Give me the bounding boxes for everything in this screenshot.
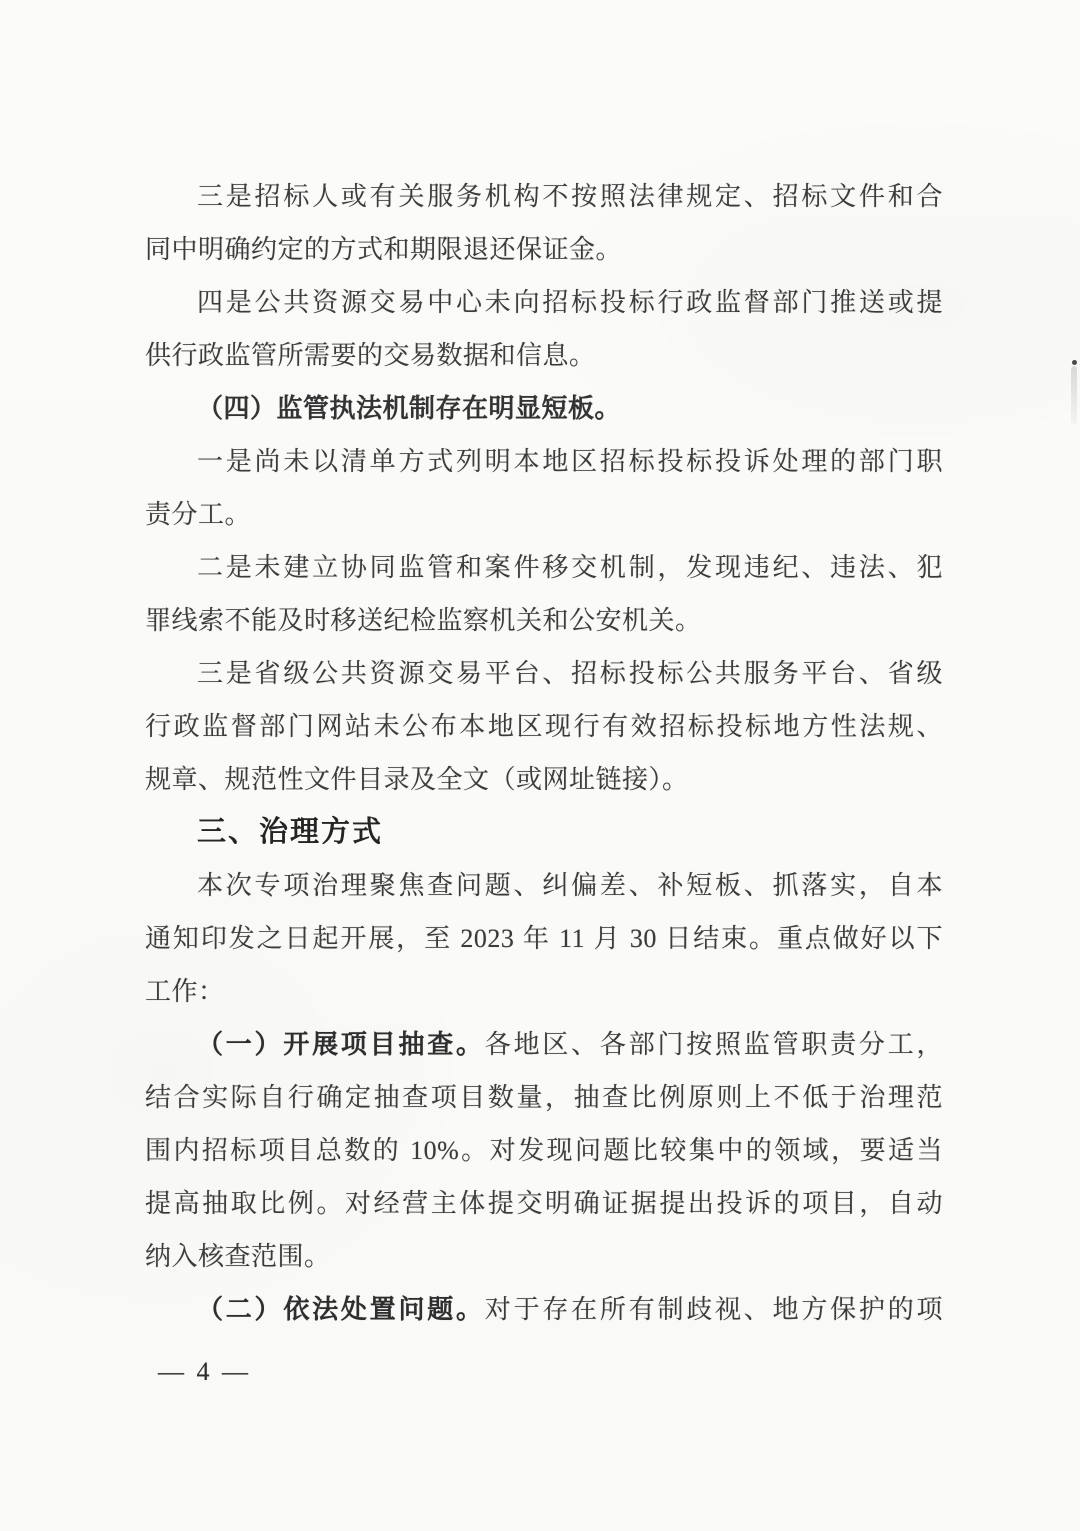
- text-line: 同中明确约定的方式和期限退还保证金。: [145, 235, 623, 264]
- text-line: 规章、规范性文件目录及全文（或网址链接）。: [145, 765, 689, 794]
- text-line: 供行政监管所需要的交易数据和信息。: [145, 341, 596, 370]
- text-line: 三是省级公共资源交易平台、招标投标公共服务平台、省级: [197, 659, 943, 688]
- paragraph-lead: （二）依法处置问题。: [197, 1295, 485, 1324]
- document-body: [145, 170, 943, 1336]
- text-line: 四是公共资源交易中心未向招标投标行政监督部门推送或提: [197, 288, 943, 317]
- text-line: 责分工。: [145, 500, 252, 529]
- text-line: 提高抽取比例。对经营主体提交明确证据提出投诉的项目，自动: [145, 1189, 943, 1218]
- paragraph-lead: （一）开展项目抽查。: [197, 1030, 485, 1059]
- text-line: 本次专项治理聚焦查问题、纠偏差、补短板、抓落实，自本: [197, 871, 943, 900]
- text-line: 工作：: [145, 977, 225, 1006]
- text-line: （二）依法处置问题。对于存在所有制歧视、地方保护的项: [197, 1295, 943, 1324]
- text-line: 罪线索不能及时移送纪检监察机关和公安机关。: [145, 606, 702, 635]
- text-line: 结合实际自行确定抽查项目数量，抽查比例原则上不低于治理范: [145, 1083, 943, 1112]
- text-line: 一是尚未以清单方式列明本地区招标投标投诉处理的部门职: [197, 447, 943, 476]
- text-line: 行政监督部门网站未公布本地区现行有效招标投标地方性法规、: [145, 712, 943, 741]
- text-line: 三是招标人或有关服务机构不按照法律规定、招标文件和合: [197, 182, 943, 211]
- text-line: （一）开展项目抽查。各地区、各部门按照监管职责分工，: [197, 1030, 943, 1059]
- section-heading: 三、治理方式: [197, 816, 384, 848]
- text-line: 纳入核查范围。: [145, 1242, 331, 1271]
- text-line: 围内招标项目总数的 10%。对发现问题比较集中的领域，要适当: [145, 1136, 943, 1165]
- text-line: 通知印发之日起开展，至 2023 年 11 月 30 日结束。重点做好以下: [145, 924, 943, 953]
- text-line: 二是未建立协同监管和案件移交机制，发现违纪、违法、犯: [197, 553, 943, 582]
- text-line: （四）监管执法机制存在明显短板。: [197, 394, 622, 423]
- page-number: — 4 —: [158, 1357, 251, 1386]
- scan-edge-artifact: [1071, 366, 1077, 424]
